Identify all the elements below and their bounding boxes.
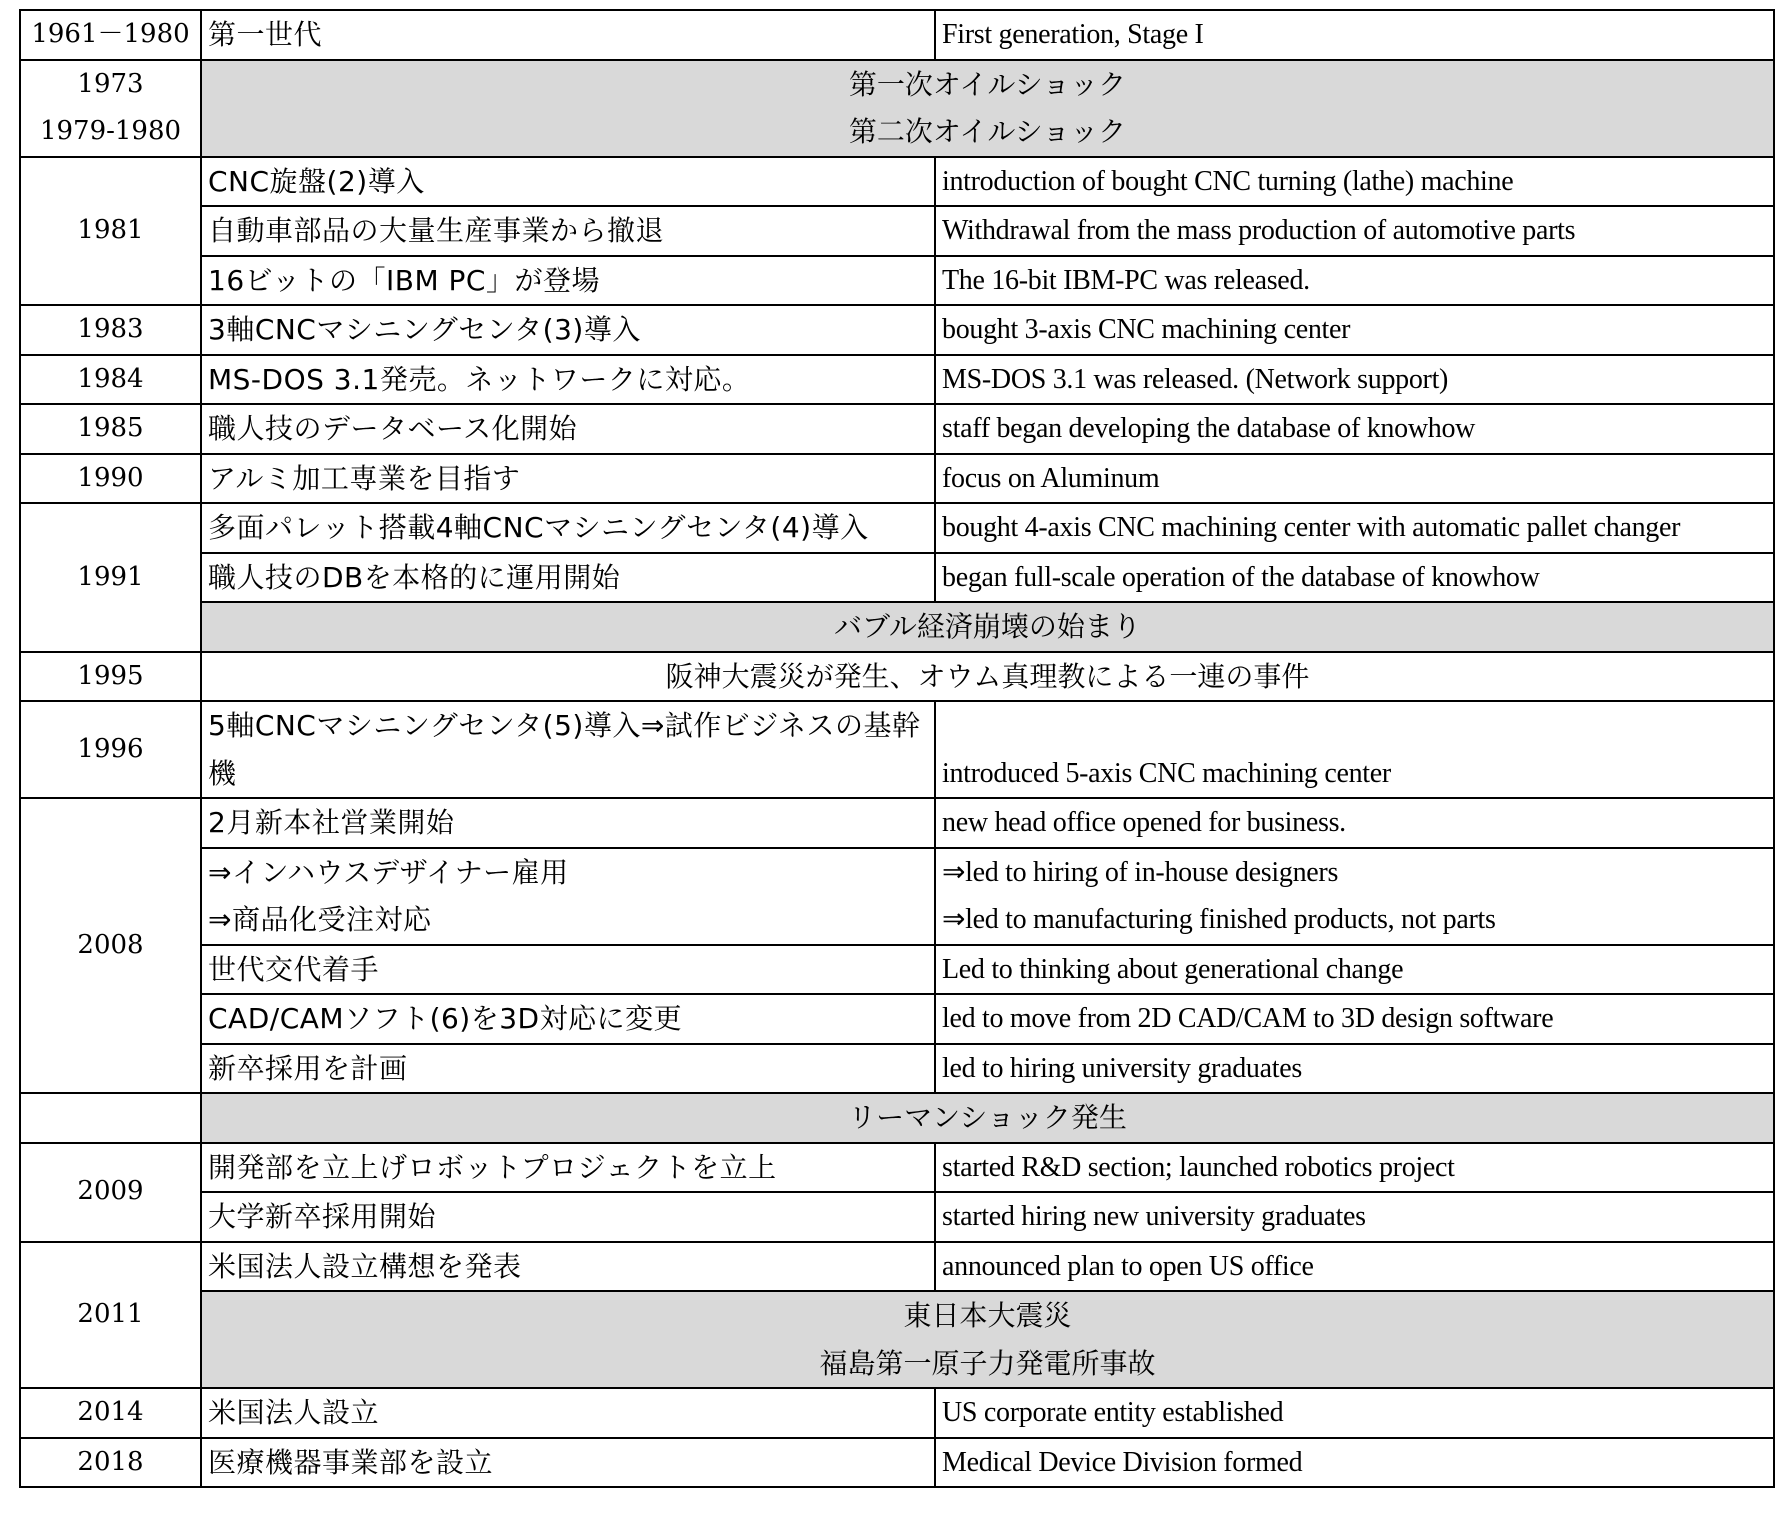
english-cell: The 16-bit IBM-PC was released.: [935, 256, 1774, 306]
japanese-cell: CAD/CAMソフト(6)を3D対応に変更: [201, 994, 935, 1044]
year-cell: 2018: [20, 1438, 201, 1488]
table-row: [20, 1143, 1774, 1193]
table-row: [20, 1388, 1774, 1438]
english-cell: announced plan to open US office: [935, 1242, 1774, 1292]
japanese-cell: アルミ加工専業を目指す: [201, 454, 935, 504]
year-cell: 1984: [20, 355, 201, 405]
year-cell: 1985: [20, 404, 201, 454]
english-cell: staff began developing the database of knowhow: [935, 404, 1774, 454]
table-row: [20, 1192, 1774, 1242]
english-cell: Withdrawal from the mass production of automotive parts: [935, 206, 1774, 256]
event-line: 第一次オイルショック: [848, 67, 1127, 101]
year-cell-continued: [20, 1093, 201, 1143]
table-row: [20, 1044, 1774, 1094]
japanese-cell: 多面パレット搭載4軸CNCマシニングセンタ(4)導入: [201, 503, 935, 553]
table-row: [20, 602, 1774, 652]
table-row: [20, 896, 1774, 945]
japanese-cell: 職人技のデータベース化開始: [201, 404, 935, 454]
year-cell: 1961－1980: [20, 10, 201, 60]
english-cell: began full-scale operation of the database of knowhow: [935, 553, 1774, 603]
year-cell: 1991: [20, 503, 201, 652]
japanese-cell: 3軸CNCマシニングセンタ(3)導入: [201, 305, 935, 355]
japanese-cell: 大学新卒採用開始: [201, 1192, 935, 1242]
year-cell: 2014: [20, 1388, 201, 1438]
year-cell: 2009: [20, 1143, 201, 1242]
japanese-cell: 新卒採用を計画: [201, 1044, 935, 1094]
event-cell: [201, 1291, 1774, 1388]
japanese-cell: 第一世代: [201, 10, 935, 60]
year-cell: 1990: [20, 454, 201, 504]
event-cell: 阪神大震災が発生、オウム真理教による一連の事件: [201, 652, 1774, 702]
japanese-cell: 職人技のDBを本格的に運用開始: [201, 553, 935, 603]
table-row: [20, 503, 1774, 553]
table-row: [20, 454, 1774, 504]
table-row: [20, 553, 1774, 603]
japanese-cell: CNC旋盤(2)導入: [201, 157, 935, 207]
event-cell: バブル経済崩壊の始まり: [201, 602, 1774, 652]
japanese-cell: 米国法人設立: [201, 1388, 935, 1438]
table-row: [20, 652, 1774, 702]
table-row: [20, 1438, 1774, 1488]
year-cell: 2011: [20, 1242, 201, 1389]
table-row: [20, 1093, 1774, 1143]
year-line: 1979-1980: [39, 116, 182, 146]
year-cell: 1996: [20, 701, 201, 798]
english-cell: bought 4-axis CNC machining center with automatic pallet changer: [935, 503, 1774, 553]
table-row: [20, 355, 1774, 405]
table-row: [20, 256, 1774, 306]
english-cell: focus on Aluminum: [935, 454, 1774, 504]
table-row: [20, 10, 1774, 60]
english-cell: US corporate entity established: [935, 1388, 1774, 1438]
table-row: [20, 404, 1774, 454]
japanese-cell: 開発部を立上げロボットプロジェクトを立上: [201, 1143, 935, 1193]
japanese-cell: ⇒商品化受注対応: [201, 896, 935, 945]
table-row: [20, 157, 1774, 207]
table-row: [20, 305, 1774, 355]
japanese-cell: 16ビットの「IBM PC」が登場: [201, 256, 935, 306]
event-line: 福島第一原子力発電所事故: [819, 1346, 1156, 1380]
table-row: [20, 994, 1774, 1044]
year-cell: 1981: [20, 157, 201, 306]
event-line: 東日本大震災: [903, 1299, 1072, 1332]
english-cell: Medical Device Division formed: [935, 1438, 1774, 1488]
english-cell: Led to thinking about generational change: [935, 945, 1774, 995]
english-cell: introduction of bought CNC turning (lathe) machine: [935, 157, 1774, 207]
event-line: 第二次オイルショック: [848, 115, 1127, 148]
japanese-cell: 2月新本社営業開始: [201, 798, 935, 848]
english-cell: First generation, Stage I: [935, 10, 1774, 60]
english-cell: led to hiring university graduates: [935, 1044, 1774, 1094]
english-cell: led to move from 2D CAD/CAM to 3D design software: [935, 994, 1774, 1044]
japanese-cell: 世代交代着手: [201, 945, 935, 995]
japanese-cell: 5軸CNCマシニングセンタ(5)導入⇒試作ビジネスの基幹機: [201, 701, 935, 798]
year-cell: 1995: [20, 652, 201, 702]
table-row: [20, 1242, 1774, 1292]
table-row: [20, 798, 1774, 848]
timeline-table: [19, 9, 1775, 1488]
japanese-cell: 自動車部品の大量生産事業から撤退: [201, 206, 935, 256]
year-line: 1973: [77, 68, 144, 99]
table-row: [20, 701, 1774, 798]
japanese-cell: 医療機器事業部を設立: [201, 1438, 935, 1488]
japanese-cell: MS-DOS 3.1発売。ネットワークに対応。: [201, 355, 935, 405]
table-row: [20, 945, 1774, 995]
english-cell: MS-DOS 3.1 was released. (Network support): [935, 355, 1774, 405]
table-row: [20, 848, 1774, 897]
japanese-cell: ⇒インハウスデザイナー雇用: [201, 848, 935, 897]
table-row: [20, 1291, 1774, 1388]
year-cell: 2008: [20, 798, 201, 1093]
english-cell: ⇒led to manufacturing finished products, not parts: [935, 896, 1774, 945]
table-row: [20, 60, 1774, 157]
japanese-cell: 米国法人設立構想を発表: [201, 1242, 935, 1292]
english-cell: ⇒led to hiring of in-house designers: [935, 848, 1774, 897]
year-cell: [20, 60, 201, 157]
english-cell: new head office opened for business.: [935, 798, 1774, 848]
english-cell: bought 3-axis CNC machining center: [935, 305, 1774, 355]
event-cell: リーマンショック発生: [201, 1093, 1774, 1143]
english-cell: started hiring new university graduates: [935, 1192, 1774, 1242]
table-row: [20, 206, 1774, 256]
english-cell: started R&D section; launched robotics project: [935, 1143, 1774, 1193]
year-cell: 1983: [20, 305, 201, 355]
event-cell: [201, 60, 1774, 157]
english-cell: introduced 5-axis CNC machining center: [935, 701, 1774, 798]
